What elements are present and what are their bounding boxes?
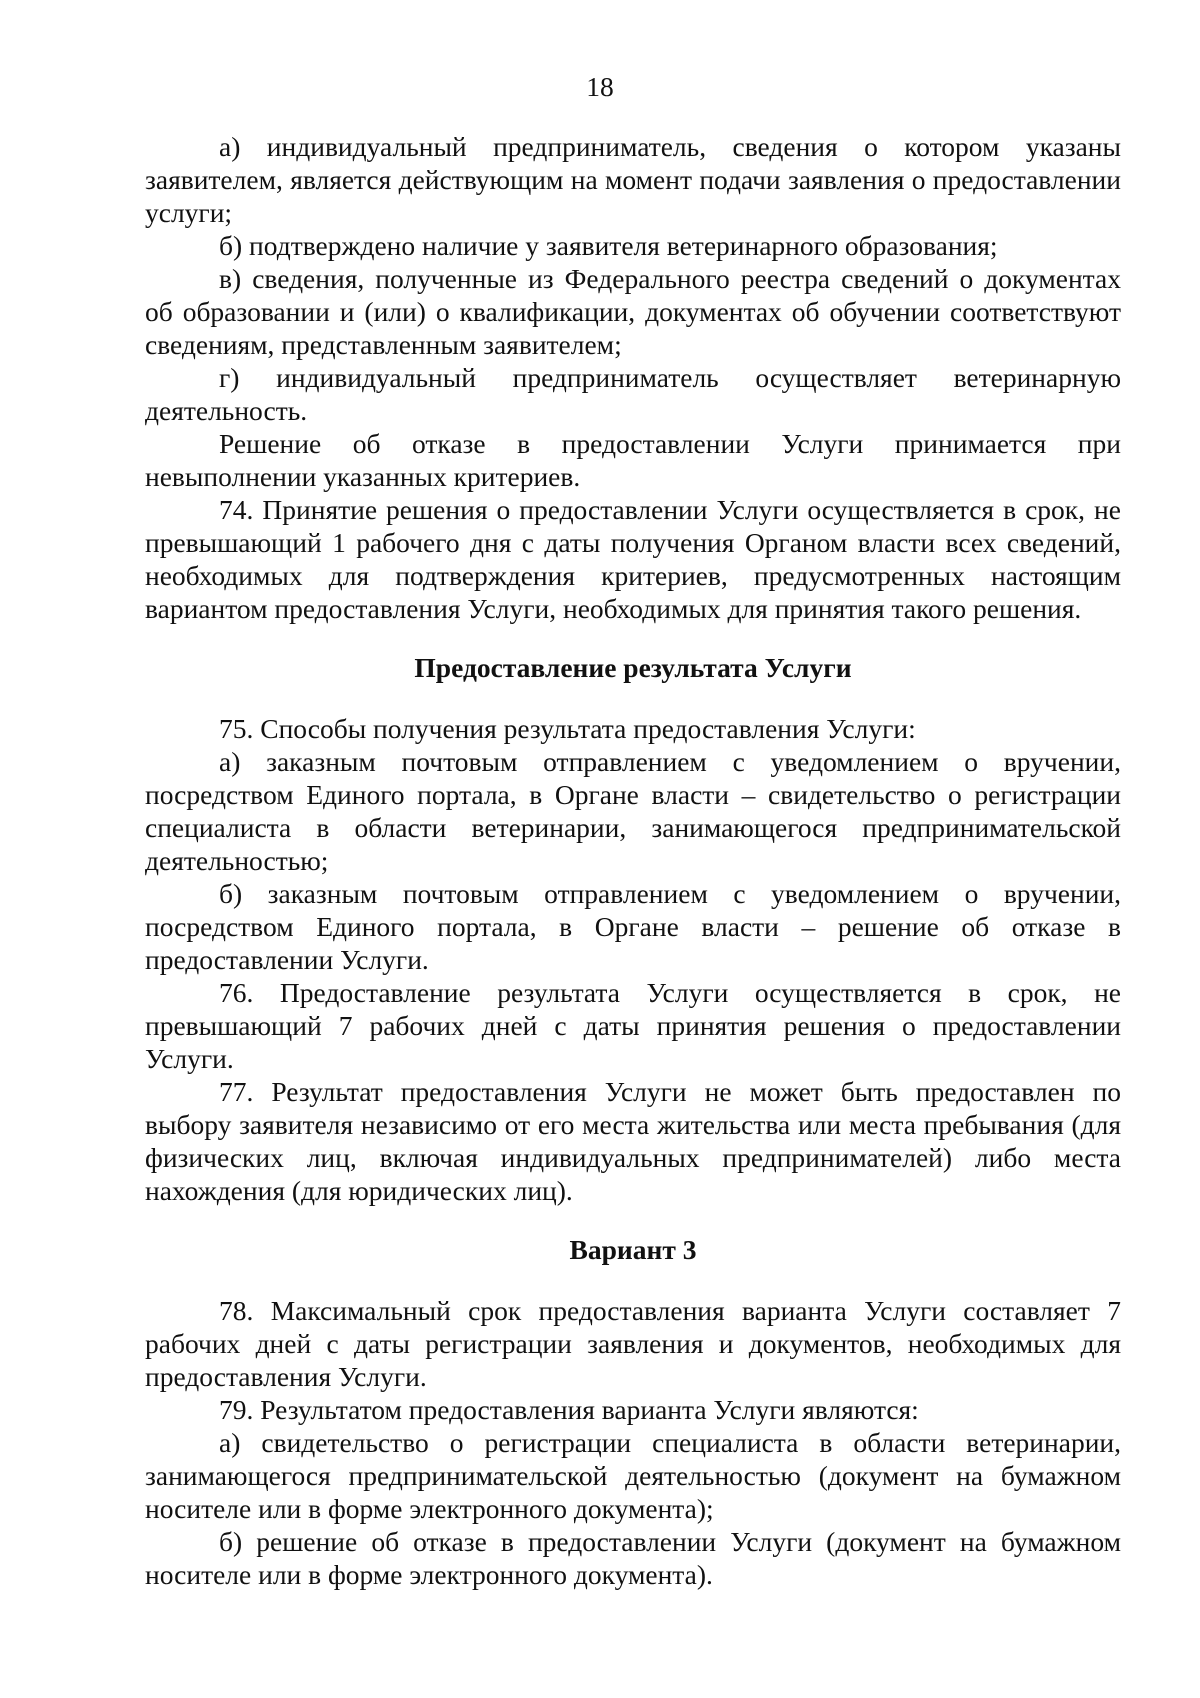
criterion-c: в) сведения, полученные из Федерального реестра сведений о документах об образовании и (или) о квалификации, документах об обучении соответствуют сведениям, представленным заявителем; — [145, 263, 1121, 360]
section-heading-result: Предоставление результата Услуги — [414, 652, 852, 683]
paragraph-76: 76. Предоставление результата Услуги осуществляется в срок, не превышающий 7 рабочих дней с даты принятия решения о предоставлении Услуги. — [145, 977, 1121, 1074]
criteria-section — [145, 130, 1121, 625]
paragraph-77: 77. Результат предоставления Услуги не может быть предоставлен по выбору заявителя независимо от его места жительства или места пребывания (для физических лиц, включая индивидуальных предпринимателей) либо места нахождения (для юридических лиц). — [145, 1076, 1121, 1206]
page-number: 18 — [586, 71, 614, 102]
paragraph-75-b: б) заказным почтовым отправлением с уведомлением о вручении, посредством Единого портала, в Органе власти – решение об отказе в предоставлении Услуги. — [145, 878, 1121, 975]
result-section — [145, 712, 1121, 1207]
paragraph-79: 79. Результатом предоставления варианта Услуги являются: — [219, 1394, 919, 1425]
criterion-a: а) индивидуальный предприниматель, сведения о котором указаны заявителем, является действующим на момент подачи заявления о предоставлении услуги; — [145, 131, 1121, 228]
paragraph-75: 75. Способы получения результата предоставления Услуги: — [219, 713, 916, 744]
paragraph-75-a: а) заказным почтовым отправлением с уведомлением о вручении, посредством Единого портала, в Органе власти – свидетельство о регистрации специалиста в области ветеринарии, занимающегося предпринимательской деятельностью; — [145, 746, 1121, 876]
section-heading-variant-3: Вариант 3 — [569, 1234, 697, 1265]
refusal-paragraph: Решение об отказе в предоставлении Услуги принимается при невыполнении указанных критериев. — [145, 428, 1121, 492]
paragraph-79-b: б) решение об отказе в предоставлении Услуги (документ на бумажном носителе или в форме электронного документа). — [145, 1526, 1121, 1590]
criterion-b: б) подтверждено наличие у заявителя ветеринарного образования; — [219, 230, 998, 261]
paragraph-78: 78. Максимальный срок предоставления варианта Услуги составляет 7 рабочих дней с даты регистрации заявления и документов, необходимых для предоставления Услуги. — [145, 1295, 1121, 1392]
variant-3-section — [145, 1294, 1121, 1591]
paragraph-74: 74. Принятие решения о предоставлении Услуги осуществляется в срок, не превышающий 1 рабочего дня с даты получения Органом власти всех сведений, необходимых для подтверждения критериев, предусмотренных настоящим вариантом предоставления Услуги, необходимых для принятия такого решения. — [145, 494, 1121, 624]
criterion-d: г) индивидуальный предприниматель осуществляет ветеринарную деятельность. — [145, 362, 1121, 426]
paragraph-79-a: а) свидетельство о регистрации специалиста в области ветеринарии, занимающегося предпринимательской деятельностью (документ на бумажном носителе или в форме электронного документа); — [145, 1427, 1121, 1524]
